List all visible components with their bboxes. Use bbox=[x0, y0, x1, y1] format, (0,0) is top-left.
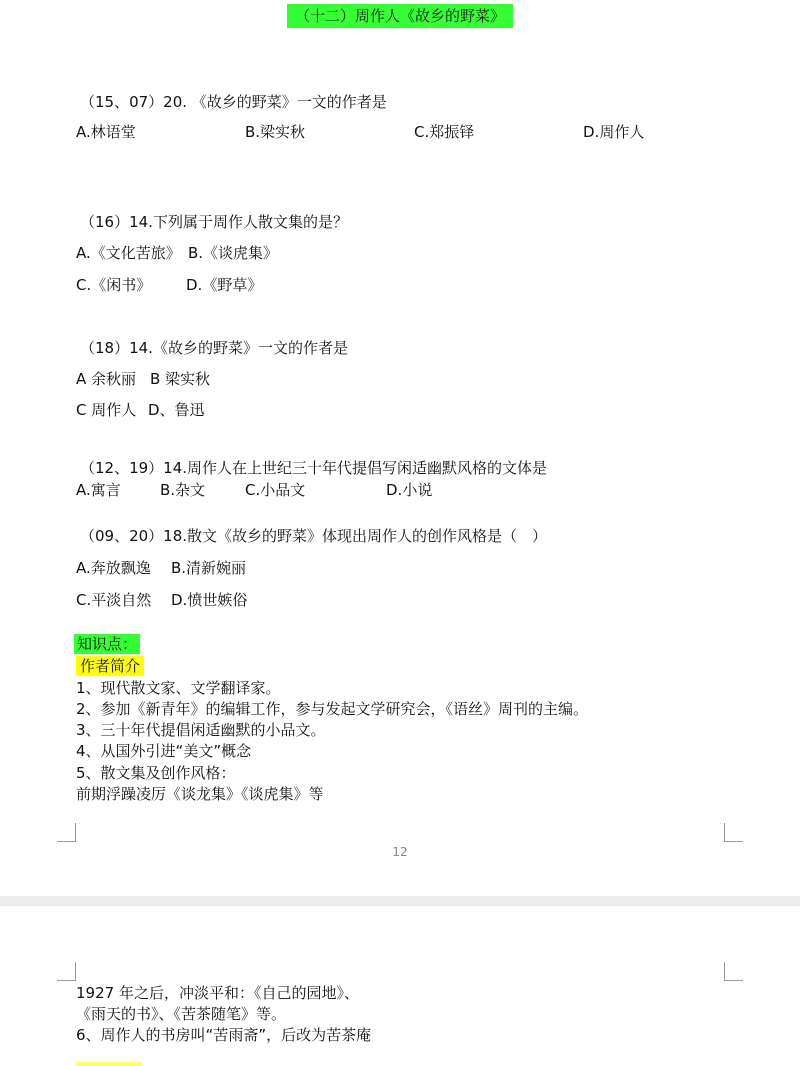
question-3-option-c: C 周作人 bbox=[76, 401, 137, 419]
knowledge-point-4: 4、从国外引进“美文”概念 bbox=[76, 742, 252, 760]
question-1-option-b: B.梁实秋 bbox=[245, 123, 306, 141]
question-4-option-b: B.杂文 bbox=[160, 481, 206, 499]
page-corner-mark-top-right bbox=[724, 962, 743, 981]
question-1-option-c: C.郑振铎 bbox=[414, 123, 475, 141]
question-2-option-c: C.《闲书》 bbox=[76, 276, 152, 294]
next-page-line-2: 《雨天的书》、《苦茶随笔》等。 bbox=[76, 1005, 287, 1023]
question-1-option-a: A.林语堂 bbox=[76, 123, 136, 141]
knowledge-point-2: 2、参加《新青年》的编辑工作，参与发起文学研究会，《语丝》周刊的主编。 bbox=[76, 700, 589, 718]
knowledge-point-1: 1、现代散文家、文学翻译家。 bbox=[76, 679, 281, 697]
question-5-option-c: C.平淡自然 bbox=[76, 591, 152, 609]
section-title: （十二）周作人《故乡的野菜》 bbox=[287, 4, 513, 28]
question-1-option-d: D.周作人 bbox=[583, 123, 645, 141]
question-5-option-d: D.愤世嫉俗 bbox=[171, 591, 248, 609]
question-2-option-a: A.《文化苦旅》 bbox=[76, 244, 181, 262]
question-4-option-c: C.小品文 bbox=[245, 481, 306, 499]
question-2-stem: （16）14.下列属于周作人散文集的是？ bbox=[80, 213, 348, 231]
knowledge-point-3: 3、三十年代提倡闲适幽默的小品文。 bbox=[76, 721, 326, 739]
page-number: 12 bbox=[392, 845, 408, 859]
page-gap bbox=[0, 896, 800, 906]
question-3-option-a: A 余秋丽 bbox=[76, 370, 137, 388]
knowledge-heading: 知识点： bbox=[74, 634, 140, 654]
question-2-option-b: B.《谈虎集》 bbox=[188, 244, 279, 262]
next-page-line-3: 6、周作人的书房叫“苦雨斋”，后改为苦茶庵 bbox=[76, 1026, 372, 1044]
question-5-option-a: A.奔放飘逸 bbox=[76, 559, 151, 577]
knowledge-subheading: 作者简介 bbox=[76, 656, 144, 676]
question-3-option-d: D、鲁迅 bbox=[148, 401, 205, 419]
next-page-line-1: 1927 年之后，冲淡平和：《自己的园地》、 bbox=[76, 984, 359, 1002]
page-corner-mark-bottom-right bbox=[724, 823, 743, 842]
yellow-highlight-fragment bbox=[76, 1062, 142, 1066]
question-1-stem: （15、07）20. 《故乡的野菜》一文的作者是 bbox=[80, 93, 387, 111]
page-corner-mark-top-left bbox=[57, 962, 76, 981]
question-2-option-d: D.《野草》 bbox=[186, 276, 263, 294]
question-3-stem: （18）14.《故乡的野菜》一文的作者是 bbox=[80, 339, 348, 357]
question-5-stem: （09、20）18.散文《故乡的野菜》体现出周作人的创作风格是（ ） bbox=[80, 527, 548, 545]
question-4-option-d: D.小说 bbox=[386, 481, 433, 499]
question-4-option-a: A.寓言 bbox=[76, 481, 121, 499]
knowledge-point-6: 前期浮躁凌厉《谈龙集》《谈虎集》等 bbox=[76, 785, 324, 803]
question-5-option-b: B.清新婉丽 bbox=[171, 559, 247, 577]
question-4-stem: （12、19）14.周作人在上世纪三十年代提倡写闲适幽默风格的文体是 bbox=[80, 459, 548, 477]
question-3-option-b: B 梁实秋 bbox=[150, 370, 211, 388]
page-corner-mark-bottom-left bbox=[57, 823, 76, 842]
knowledge-point-5: 5、散文集及创作风格： bbox=[76, 764, 236, 782]
